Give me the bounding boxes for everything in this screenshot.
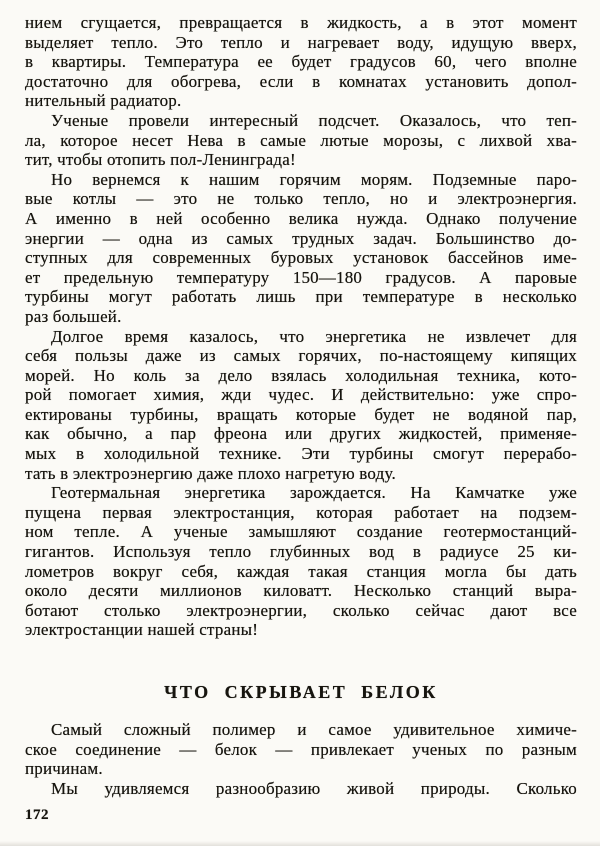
page-number: 172 xyxy=(25,807,49,824)
text-line: лометров вокруг себя, каждая такая станция могла бы дать xyxy=(25,561,577,581)
text-line: морей. Но коль за дело взялась холодильная техника, кото- xyxy=(25,365,577,385)
text-line: рой помогает химия, жди чудес. И действительно: уже спро- xyxy=(25,385,577,405)
text-line: турбины могут работать лишь при температуре в несколько xyxy=(25,287,577,307)
text-line: гигантов. Используя тепло глубинных вод в радиусе 25 ки- xyxy=(25,542,577,562)
paragraph xyxy=(25,13,577,111)
text-line: тать в электроэнергию даже плохо нагретую воду. xyxy=(25,463,396,483)
text-line: Долгое время казалось, что энергетика не извлечет для xyxy=(51,326,577,346)
text-line: раз большей. xyxy=(25,306,122,326)
paragraph xyxy=(25,327,577,484)
text-line: нительный радиатор. xyxy=(25,91,182,111)
paragraph xyxy=(25,170,577,327)
text-line: электростанции нашей страны! xyxy=(25,620,259,640)
text-line: Геотермальная энергетика зарождается. На Камчатке уже xyxy=(51,483,577,503)
text-line: ботают столько электроэнергии, сколько сейчас дают все xyxy=(25,600,577,620)
text-line: ет предельную температуру 150—180 градусов. А паровые xyxy=(25,267,577,287)
text-line: Но вернемся к нашим горячим морям. Подземные паро- xyxy=(51,169,577,189)
text-line: Самый сложный полимер и самое удивительное химиче- xyxy=(51,720,577,739)
text-line: вые котлы — это не только тепло, но и электроэнергия. xyxy=(25,189,577,209)
text-line: ектированы турбины, вращать которые будет не водяной пар, xyxy=(25,404,577,424)
text-line: ла, которое несет Нева в самые лютые морозы, с лихвой хва- xyxy=(25,130,577,150)
paragraph xyxy=(25,483,577,640)
scan-bottom-edge xyxy=(0,841,600,846)
text-line: Мы удивляемся разнообразию живой природы. Сколько xyxy=(51,778,577,798)
text-line: пущена первая электростанция, которая работает на подзем- xyxy=(25,502,577,522)
text-line: как обычно, а пар фреона или других жидкостей, применяе- xyxy=(25,424,577,444)
text-line: мых в холодильной технике. Эти турбины смогут перерабо- xyxy=(25,444,577,464)
paragraph xyxy=(25,779,577,799)
paragraph xyxy=(25,720,577,779)
text-line: Ученые провели интересный подсчет. Оказалось, что теп- xyxy=(51,110,577,130)
text-line: нием сгущается, превращается в жидкость, а в этот момент xyxy=(25,13,577,32)
text-line: ступных для современных буровых установок бассейнов име- xyxy=(25,248,577,268)
text-line: выделяет тепло. Это тепло и нагревает воду, идущую вверх, xyxy=(25,32,577,52)
text-line: тит, чтобы отопить пол-Ленинграда! xyxy=(25,150,296,170)
text-line: А именно в ней особенно велика нужда. Однако получение xyxy=(25,208,577,228)
section-heading: ЧТО СКРЫВАЕТ БЕЛОК xyxy=(164,682,438,702)
text-line: около десяти миллионов киловатт. Несколько станций выра- xyxy=(25,581,577,601)
text-line: энергии — одна из самых трудных задач. Большинство до- xyxy=(25,228,577,248)
text-line: ское соединение — белок — привлекает ученых по разным xyxy=(25,739,577,759)
text-line: себя пользы даже из самых горячих, по-настоящему кипящих xyxy=(25,346,577,366)
text-line: достаточно для обогрева, если в комнатах установить допол- xyxy=(25,71,577,91)
text-line: ном тепле. А ученые замышляют создание геотермостанций- xyxy=(25,522,577,542)
text-line: причинам. xyxy=(25,759,103,779)
paragraph xyxy=(25,111,577,170)
text-block xyxy=(25,13,577,798)
text-line: в квартиры. Температура ее будет градусов 60, чего вполне xyxy=(25,52,577,72)
